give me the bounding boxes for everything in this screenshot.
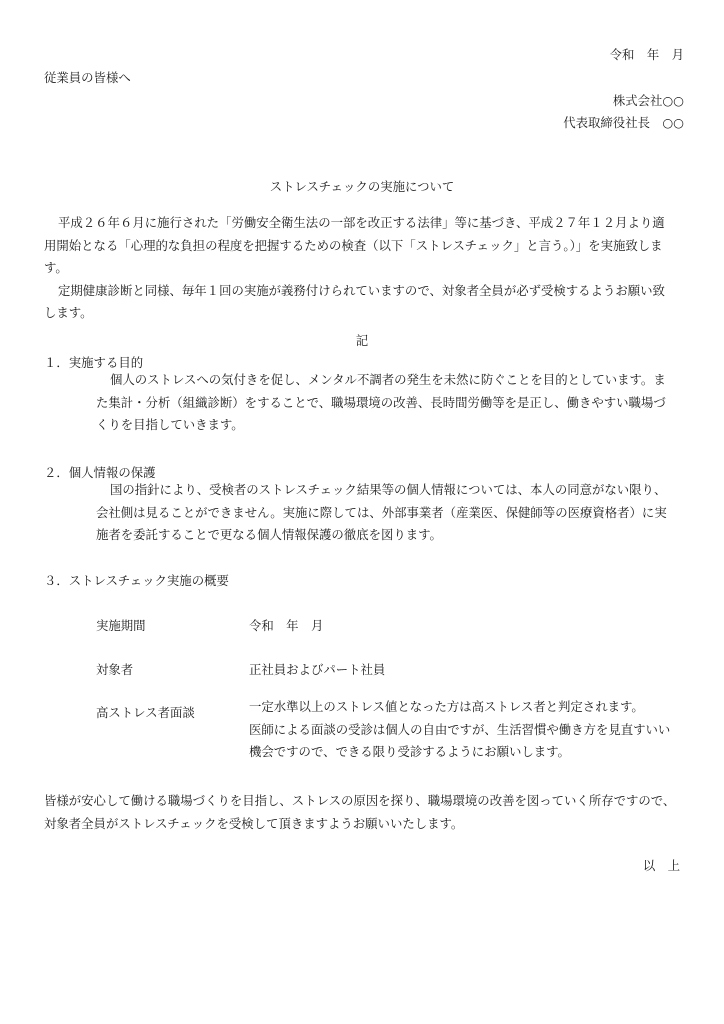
section2-heading: ２．個人情報の保護	[44, 465, 156, 480]
intro-line: す。	[44, 260, 68, 275]
document-date: 令和 年 月	[609, 47, 684, 62]
section1-body	[96, 369, 696, 437]
closing-paragraph	[44, 790, 704, 835]
section1-line: 個人のストレスへの気付きを促し、メンタル不調者の発生を未然に防ぐことを目的としています。ま	[110, 372, 666, 387]
overview-interview-line: 医師による面談の受診は個人の自由ですが、生活習慣や働き方を見直すいい	[249, 721, 671, 737]
closing-line: 対象者全員がストレスチェックを受検して頂きますようお願いいたします。	[44, 815, 464, 831]
overview-label-period: 実施期間	[96, 618, 146, 633]
ending-mark: 以 上	[642, 858, 680, 873]
section1-line: た集計・分析（組織診断）をすることで、職場環境の改善、長時間労働等を是正し、働きやすい職場づ	[96, 394, 666, 410]
addressee: 従業員の皆様へ	[44, 70, 131, 85]
overview-value-interview	[249, 696, 699, 764]
intro-line: 用開始となる「心理的な負担の程度を把握するための検査（以下「ストレスチェック」と言う。）」を実施致しま	[44, 237, 663, 253]
closing-line: 皆様が安心して働ける職場づくりを目指し、ストレスの原因を探り、職場環境の改善を図っていく所存ですので、	[44, 793, 676, 808]
overview-interview-line: 一定水準以上のストレス値となった方は高ストレス者と判定されます。	[249, 699, 644, 714]
section2-line: 国の指針により、受検者のストレスチェック結果等の個人情報については、本人の同意がない限り、	[110, 482, 667, 497]
overview-label-interview: 高ストレス者面談	[96, 705, 195, 720]
section2-body	[96, 479, 696, 547]
intro-line: 定期健康診断と同様、毎年１回の実施が義務付けられていますので、対象者全員が必ず受検するようお願い致	[58, 282, 665, 298]
section2-line: 会社側は見ることができません。実施に際しては、外部事業者（産業医、保健師等の医療資格者）に実	[96, 504, 667, 520]
overview-value-period: 令和 年 月	[249, 618, 324, 633]
document-title: ストレスチェックの実施について	[269, 179, 455, 194]
section1-heading: １．実施する目的	[44, 355, 144, 370]
ki-marker: 記	[355, 333, 369, 348]
overview-value-target: 正社員およびパート社員	[249, 662, 386, 677]
company-name: 株式会社○○	[612, 93, 684, 108]
intro-line: します。	[44, 305, 93, 320]
section2-line: 施者を委託することで更なる個人情報保護の徹底を図ります。	[96, 527, 442, 542]
section1-line: くりを目指していきます。	[96, 417, 244, 432]
intro-paragraph	[44, 212, 694, 325]
representative-name: 代表取締役社長 ○○	[563, 115, 684, 130]
overview-interview-line: 機会ですので、できる限り受診するようにお願いします。	[249, 744, 570, 759]
section3-heading: ３．ストレスチェック実施の概要	[44, 573, 229, 588]
intro-line: 平成２６年６月に施行された「労働安全衛生法の一部を改正する法律」等に基づき、平成２７年１２月より適	[58, 215, 665, 230]
overview-label-target: 対象者	[96, 662, 134, 677]
